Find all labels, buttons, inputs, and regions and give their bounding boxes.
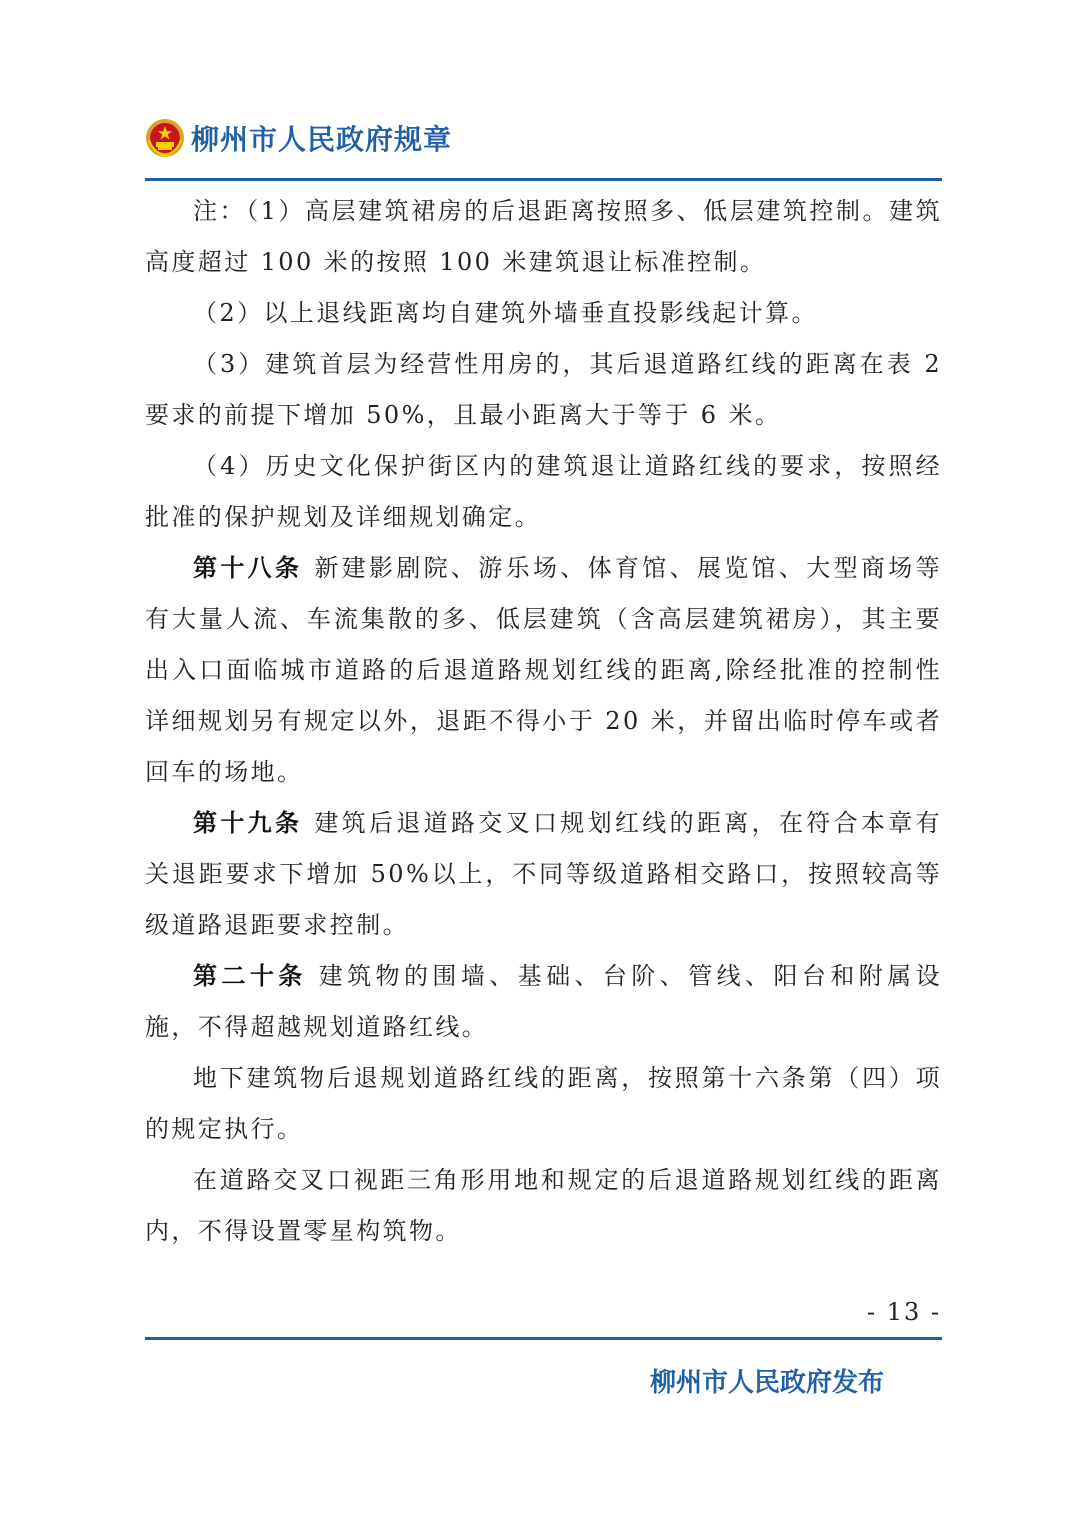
article-19 <box>145 798 942 951</box>
note-2: （2）以上退线距离均自建筑外墙垂直投影线起计算。 <box>193 299 818 327</box>
note-4: （4）历史文化保护街区内的建筑退让道路红线的要求，按照经批准的保护规划及详细规划确定。 <box>145 452 942 531</box>
paragraph-underground: 地下建筑物后退规划道路红线的距离，按照第十六条第（四）项的规定执行。 <box>145 1064 942 1143</box>
article-18-text: 新建影剧院、游乐场、体育馆、展览馆、大型商场等有大量人流、车流集散的多、低层建筑（含高层建筑裙房），其主要出入口面临城市道路的后退道路规划红线的距离,除经批准的控制性详细规划另有规定以外，退距不得小于 20 米，并留出临时停车或者回车的场地。 <box>145 554 942 786</box>
publisher-label: 柳州市人民政府发布 <box>650 1368 885 1398</box>
note-3: （3）建筑首层为经营性用房的，其后退道路红线的距离在表 2 要求的前提下增加 50%，且最小距离大于等于 6 米。 <box>145 350 942 429</box>
paragraph-intersection: 在道路交叉口视距三角形用地和规定的后退道路规划红线的距离内，不得设置零星构筑物。 <box>145 1166 942 1245</box>
page-header <box>145 118 452 158</box>
article-20-heading: 第二十条 <box>193 962 307 990</box>
note-1: 注：（1）高层建筑裙房的后退距离按照多、低层建筑控制。建筑高度超过 100 米的按照 100 米建筑退让标准控制。 <box>145 197 942 276</box>
article-19-heading: 第十九条 <box>193 809 303 837</box>
page-number: - 13 - <box>866 1298 941 1326</box>
article-18 <box>145 543 942 798</box>
national-emblem-icon <box>145 118 185 158</box>
footer-divider <box>145 1337 942 1340</box>
header-divider <box>145 178 942 181</box>
document-series-title: 柳州市人民政府规章 <box>191 123 453 156</box>
article-20-text: 建筑物的围墙、基础、台阶、管线、阳台和附属设施，不得超越规划道路红线。 <box>145 962 942 1041</box>
article-18-heading: 第十八条 <box>193 554 303 582</box>
article-20 <box>145 951 942 1053</box>
document-body <box>145 186 942 1257</box>
article-19-text: 建筑后退道路交叉口规划红线的距离，在符合本章有关退距要求下增加 50%以上，不同等级道路相交路口，按照较高等级道路退距要求控制。 <box>145 809 942 939</box>
